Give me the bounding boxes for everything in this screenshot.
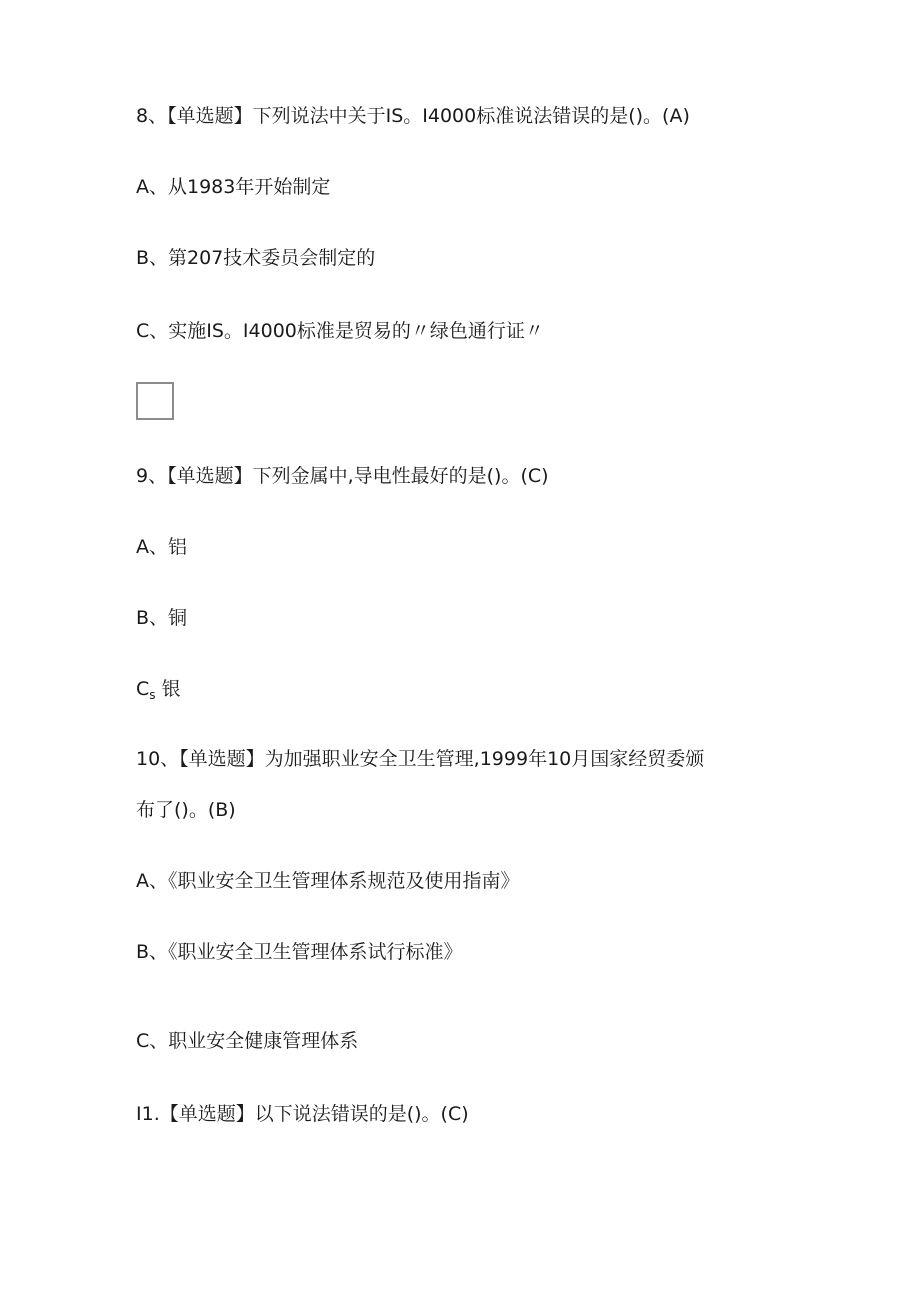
option-letter: C — [136, 678, 150, 700]
question-8-option-c: C、实施IS。I4000标准是贸易的〃绿色通行证〃 — [136, 320, 544, 342]
question-9-option-a: A、铝 — [136, 536, 187, 558]
question-10-stem-line1: 10、【单选题】为加强职业安全卫生管理,1999年10月国家经贸委颁 — [136, 748, 705, 770]
question-9-option-c — [136, 676, 181, 708]
question-8-stem: 8、【单选题】下列说法中关于IS。I4000标准说法错误的是()。(A) — [136, 105, 690, 127]
question-9-stem: 9、【单选题】下列金属中,导电性最好的是()。(C) — [136, 465, 549, 487]
option-text: 银 — [161, 678, 181, 700]
option-subscript: s — [149, 688, 156, 702]
question-8-option-b: B、第207技术委员会制定的 — [136, 247, 376, 269]
question-9-option-b: B、铜 — [136, 607, 188, 629]
question-10-option-b: B、《职业安全卫生管理体系试行标准》 — [136, 941, 463, 963]
question-11-stem: I1.【单选题】以下说法错误的是()。(C) — [136, 1103, 469, 1125]
question-10-option-c: C、职业安全健康管理体系 — [136, 1030, 359, 1052]
question-10-stem-line2: 布了()。(B) — [136, 799, 236, 821]
question-10-option-a: A、《职业安全卫生管理体系规范及使用指南》 — [136, 870, 520, 892]
question-8-option-a: A、从1983年开始制定 — [136, 176, 331, 198]
answer-checkbox[interactable] — [136, 382, 174, 420]
